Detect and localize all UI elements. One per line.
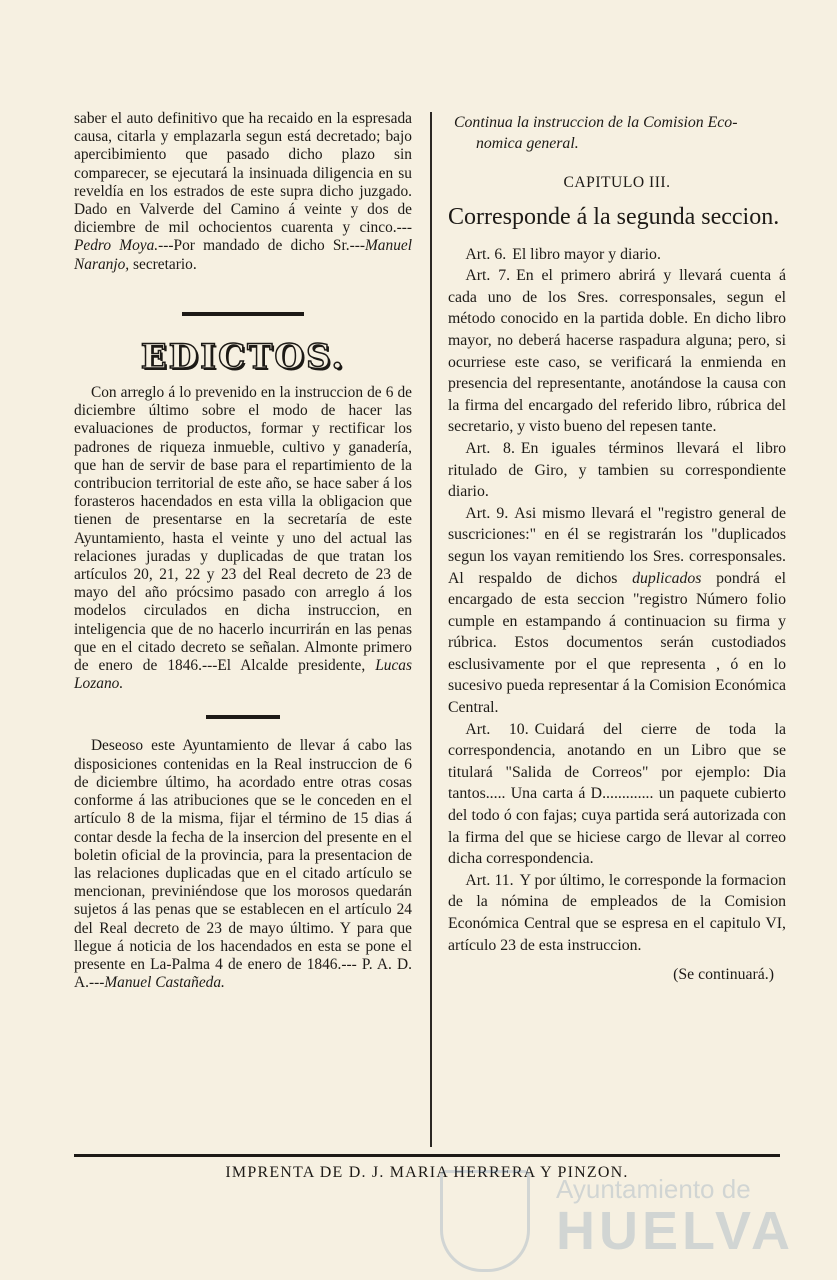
divider bbox=[206, 715, 280, 719]
footer-rule bbox=[74, 1154, 780, 1157]
watermark-text: Ayuntamiento de bbox=[556, 1174, 751, 1204]
signature-pedro-moya: Pedro Moya. bbox=[74, 237, 159, 255]
article-8: Art. 8. En iguales términos llevará el libro ritulado de Giro, y tambien su correspondiente diario. bbox=[448, 439, 787, 501]
watermark-text-huelva: HUELVA bbox=[556, 1201, 794, 1261]
edicto-almonte: Con arreglo á lo prevenido en la instruccion de 6 de diciembre último sobre el modo de hacer las evaluaciones de productos, formar y rectificar los padrones de riqueza inmueble, cultivo y ganadería, que han de servir de base para el repartimiento de la contribucion territorial de este año, se hace saber á los forasteros hacendados en esta villa la obligacion que tienen de presentarse en la secretaría de este Ayuntamiento, hasta el veinte y uno del actual las relaciones juradas y duplicadas de que tratan los artículos 20, 21, 22 y 23 del Real decreto de 23 de mayo del año prócsimo pasado con arreglo á los modelos circulados en dicha instruccion, en inteligencia que de no hacerlo incurrirán en las penas que en el citado decreto se señalan. Almonte primero de enero de 1846.---El Alcalde presidente, Lucas Lozano. bbox=[74, 384, 412, 693]
divider bbox=[182, 312, 304, 316]
article-7: Art. 7. En el primero abrirá y llevará cuenta á cada uno de los Sres. corresponsales, segun el método conocido en la partida doble. En dicho libro mayor, no deberá hacerse raspadura alguna; pero, si ocurriese este caso, se verificará la enmienda en presencia del representante, anotándose la causa con la firma del encargado del referido libro, rúbrica del secretario, y visto bueno del repesen tante. bbox=[448, 267, 786, 436]
signature-lucas-lozano: Lucas Lozano. bbox=[74, 657, 412, 693]
article-9: Art. 9. Asi mismo llevará el "registro general de suscriciones:" en él se registrarán los "duplicados segun los vayan remitiendo los Sres. corresponsales. Al respaldo de dichos duplicados pondrá el encargado de esta seccion "registro Número folio cumple en estampando á continuacion su firma y rúbrica. Estos documentos serán custodiados esclusivamente por el que representa , ó en lo sucesivo pueda representar á la Comision Económica Central. bbox=[448, 504, 786, 717]
article-6: Art. 6. El libro mayor y diario. bbox=[465, 245, 661, 263]
paragraph-auto: saber el auto definitivo que ha recaido en la espresada causa, citarla y emplazarla segun está decretado; bajo apercibimiento que pasado dicho plazo sin comparecer, se ejecutará la insinuada diligencia en su reveldía en los estrados de este supra dicho juzgado. Dado en Valverde del Camino á veinte y dos de diciembre de mil ochocientos cuarenta y cinco.---Pedro Moya.---Por mandado de dicho Sr.---Manuel Naranjo, secretario. bbox=[74, 110, 412, 273]
article-10: Art. 10. Cuidará del cierre de toda la correspondencia, anotando en un Libro que se titulará "Salida de Correos" por ejemplo: Dia tantos..... Una carta á D............. un paquete cubierto del todo ó con fajas; cuya partida será autorizada con la firma del que se hiciese cargo de llevar al correo dicha correspondencia. bbox=[448, 720, 786, 868]
right-column bbox=[448, 112, 786, 986]
edicto-la-palma: Deseoso este Ayuntamiento de llevar á cabo las disposiciones contenidas en la Real instruccion de 6 de diciembre último, ha acordado entre otras cosas conforme á las atribuciones que se le conceden en el artículo 8 de la misma, fijar el término de 15 dias á contar desde la fecha de la insercion del presente en el boletin oficial de la provincia, para la presentacion de las relaciones duplicadas que en el citado artículo se mencionan, previniéndose que los morosos quedarán sujetos á las penas que se establecen en el artículo 24 del Real decreto de 23 de mayo último. Y para que llegue á noticia de los hacendados en esta se pone el presente en La-Palma 4 de enero de 1846.--- P. A. D. A.---Manuel Castañeda. bbox=[74, 737, 412, 992]
coat-of-arms-icon bbox=[440, 1170, 530, 1272]
chapter-heading: CAPITULO III. bbox=[563, 174, 671, 191]
column-divider bbox=[430, 112, 432, 1147]
ayuntamiento-huelva-watermark bbox=[432, 1166, 794, 1276]
printer-imprint: IMPRENTA DE D. J. MARIA HERRERA Y PINZON. bbox=[225, 1164, 629, 1181]
article-11: Art. 11. Y por último, le corresponde la formacion de la nómina de empleados de la Comision Económica Central que se espresa en el capitulo VI, artículo 23 de esta instruccion. bbox=[448, 871, 786, 954]
edictos-heading: EDICTOS. bbox=[140, 336, 346, 377]
instruction-title: Continua la instruccion de la Comision Eco- nomica general. bbox=[454, 114, 738, 152]
signature-manuel-naranjo: Manuel Naranjo, bbox=[74, 237, 412, 273]
continued-note: (Se continuará.) bbox=[673, 966, 774, 984]
left-column bbox=[74, 110, 412, 992]
section-heading: Corresponde á la segunda seccion. bbox=[448, 203, 780, 230]
signature-manuel-castaneda: Manuel Castañeda. bbox=[104, 974, 225, 992]
